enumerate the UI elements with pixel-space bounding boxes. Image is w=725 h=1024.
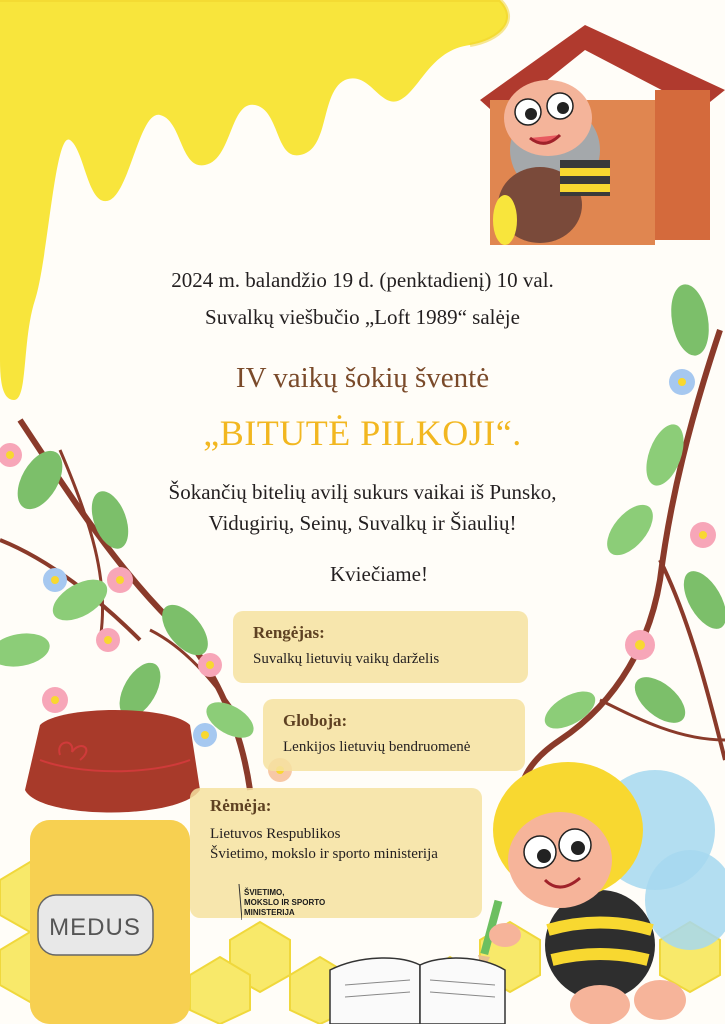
- leaf-icon: [627, 668, 694, 731]
- event-venue: Suvalkų viešbučio „Loft 1989“ salėje: [205, 305, 520, 329]
- jar-label: [38, 895, 153, 955]
- organizer-card: [233, 611, 528, 683]
- organizer-heading: Rengėjas:: [253, 623, 325, 642]
- invitation-line-1: Šokančių bitelių avilį sukurs vaikai iš Punsko,: [168, 480, 557, 504]
- flower-icon: [193, 723, 217, 747]
- right-branch: [520, 281, 725, 800]
- invitation-welcome: Kviečiame!: [330, 562, 428, 586]
- patron-text: Lenkijos lietuvių bendruomenė: [283, 739, 471, 755]
- book-icon: [330, 958, 505, 1024]
- event-name: „BITUTĖ PILKOJI“.: [203, 413, 522, 453]
- organizer-text: Suvalkų lietuvių vaikų darželis: [253, 651, 440, 667]
- event-title: IV vaikų šokių šventė: [235, 362, 490, 394]
- sponsor-heading: Rėmėja:: [210, 796, 272, 815]
- patron-heading: Globoja:: [283, 711, 348, 730]
- ministry-logo-mark: [236, 884, 242, 920]
- flower-icon: [42, 687, 68, 713]
- beehive-house-icon: [480, 25, 725, 245]
- honey-jar-icon: [25, 710, 200, 1024]
- sponsor-line-2: Švietimo, mokslo ir sporto ministerija: [210, 846, 438, 862]
- flower-icon: [198, 653, 222, 677]
- leaf-icon: [539, 684, 601, 736]
- flower-icon: [43, 568, 67, 592]
- leaf-icon: [0, 629, 52, 671]
- honey-drip-icon: [0, 0, 508, 400]
- flower-icon: [625, 630, 655, 660]
- event-date: 2024 m. balandžio 19 d. (penktadienį) 10 val.: [171, 268, 554, 292]
- flower-icon: [107, 567, 133, 593]
- invitation-line-2: Vidugirių, Seinų, Suvalkų ir Šiaulių!: [208, 511, 517, 535]
- flower-icon: [96, 628, 120, 652]
- ministry-logo-line-1: ŠVIETIMO,: [244, 888, 285, 897]
- ministry-logo-line-3: MINISTERIJA: [244, 908, 295, 917]
- ministry-logo-line-2: MOKSLO IR SPORTO: [244, 898, 326, 907]
- sponsor-line-1: Lietuvos Respublikos: [210, 826, 341, 842]
- leaf-icon: [675, 564, 725, 635]
- sponsor-text: [210, 824, 438, 864]
- patron-card: [263, 699, 525, 771]
- jar-label-text: MEDUS: [49, 914, 141, 941]
